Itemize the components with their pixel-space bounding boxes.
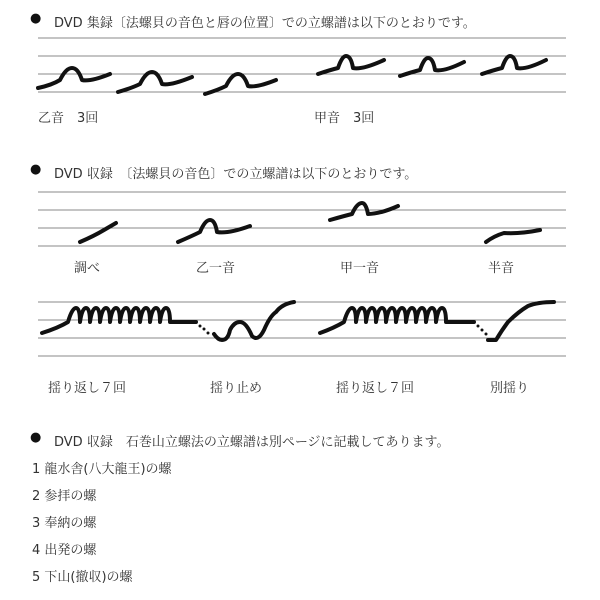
list-item: 5 下山(撤収)の螺 [32,570,133,585]
section1-heading: DVD 集録〔法螺貝の音色と唇の位置〕での立螺譜は以下のとおりです。 [54,16,476,31]
staff-1-marks [38,56,546,94]
list-item: 2 参拝の螺 [32,489,97,504]
bullet-1: ● [30,11,42,26]
betsuyuri-mark [488,302,554,340]
staff-2-marks [80,203,540,242]
section3-heading: DVD 収録 石巻山立螺法の立螺譜は別ページに記載してあります。 [54,435,450,450]
list-item: 3 奉納の螺 [32,516,97,531]
dotted-connectors [199,325,488,336]
staff-2-lines [38,192,566,246]
section2-heading: DVD 収録 〔法螺貝の音色〕での立螺譜は以下のとおりです。 [54,167,418,182]
kan-mark-2 [400,58,464,76]
label-yurikaeshi-2: 揺り返し７回 [336,381,415,396]
label-shirabe: 調べ [74,261,101,276]
shirabe-mark [80,223,116,242]
label-betsuyuri: 別揺り [490,381,530,396]
list-item: 1 龍水舎(八大龍王)の螺 [32,462,172,477]
hanon-mark [486,230,540,242]
label-yurikaeshi-1: 揺り返し７回 [48,381,127,396]
staff-3-marks [42,302,554,340]
otsu-ichion-mark [178,220,250,242]
yuritome-mark [214,302,294,340]
otsu-mark-3 [205,74,276,94]
otsu-mark-1 [38,68,110,88]
staff-1-lines [38,38,566,92]
label-hanon: 半音 [488,261,515,276]
bullet-3: ● [30,430,42,445]
kan-ichion-mark [330,203,398,220]
label-otsu-ichion: 乙一音 [196,261,236,276]
yurikaeshi-mark-2 [320,308,474,333]
label-yuritome: 揺り止め [210,381,263,396]
otsu-mark-2 [118,72,192,92]
label-kanon: 甲音 3回 [314,111,375,126]
kan-mark-1 [318,56,384,74]
label-otsuon: 乙音 3回 [38,111,99,126]
list-item: 4 出発の螺 [32,543,97,558]
label-kan-ichion: 甲一音 [340,261,380,276]
bullet-2: ● [30,162,42,177]
kan-mark-3 [482,56,546,74]
